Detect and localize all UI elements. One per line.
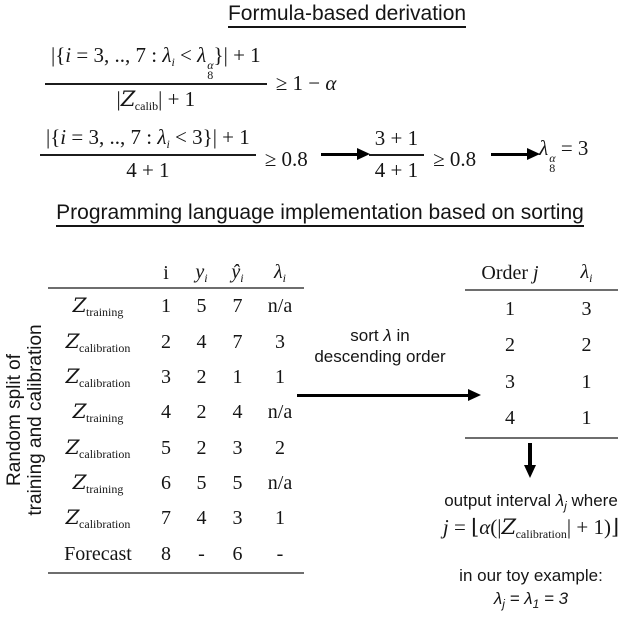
header-lambda: $\lambda_i$ bbox=[273, 260, 286, 285]
cell-yhat: 6 bbox=[232, 542, 243, 565]
table-header-row bbox=[48, 259, 304, 287]
right-arrow-icon bbox=[321, 153, 358, 157]
cell-yhat: 1 bbox=[232, 365, 243, 388]
cell-y: 4 bbox=[196, 330, 207, 353]
output-note-line4: $\lambda_j = \lambda_1 = 3$ bbox=[493, 589, 569, 611]
cell-i: 4 bbox=[161, 401, 171, 424]
cell-order-j: 2 bbox=[505, 334, 515, 357]
inequality-threshold-1: ≥ 0.8 bbox=[264, 147, 308, 172]
cell-yhat: 3 bbox=[232, 507, 243, 530]
table-row bbox=[48, 537, 304, 572]
table-row bbox=[48, 360, 304, 395]
cell-yhat: 7 bbox=[232, 330, 243, 353]
rotated-axis-label bbox=[4, 270, 48, 570]
cell-y: - bbox=[198, 542, 205, 565]
cell-order-j: 1 bbox=[505, 297, 515, 320]
cell-lambda: n/a bbox=[267, 295, 293, 318]
fraction-toy-numerator: |{i = 3, .., 7 : λi < 3}| + 1 bbox=[40, 125, 256, 156]
fraction-counts-denominator: 4 + 1 bbox=[374, 157, 419, 182]
cell-lambda: n/a bbox=[267, 472, 293, 495]
table-row bbox=[48, 501, 304, 536]
cell-y: 5 bbox=[196, 295, 207, 318]
sort-annotation-line2: descending order bbox=[314, 347, 446, 366]
row-label: Forecast bbox=[64, 542, 132, 565]
cell-i: 1 bbox=[161, 295, 171, 318]
fraction-general bbox=[45, 43, 267, 113]
cell-order-lambda: 3 bbox=[581, 297, 592, 320]
sort-annotation-line1: sort λ in bbox=[350, 326, 410, 345]
output-note-formula: j = ⌊α(|Zcalibration| + 1)⌋ bbox=[442, 515, 620, 541]
row-label: $Z_{calibration}$ bbox=[65, 363, 131, 390]
cell-order-lambda: 1 bbox=[581, 370, 592, 393]
cell-lambda: 1 bbox=[275, 365, 285, 388]
header-i: i bbox=[163, 261, 169, 284]
row-label: $Z_{calibration}$ bbox=[65, 328, 131, 355]
cell-i: 2 bbox=[161, 330, 171, 353]
row-label: $Z_{calibration}$ bbox=[65, 434, 131, 461]
cell-y: 2 bbox=[196, 365, 207, 388]
cell-i: 6 bbox=[161, 472, 171, 495]
fraction-toy-denominator: 4 + 1 bbox=[126, 158, 170, 183]
cell-yhat: 4 bbox=[232, 401, 243, 424]
inequality-threshold-2: ≥ 0.8 bbox=[433, 147, 477, 172]
header-yhat: $ŷ_i$ bbox=[231, 260, 244, 285]
cell-lambda: 1 bbox=[275, 507, 285, 530]
section-title-text: Programming language implementation based on sorting bbox=[56, 201, 584, 227]
cell-y: 4 bbox=[196, 507, 207, 530]
cell-yhat: 7 bbox=[232, 295, 243, 318]
cell-order-j: 4 bbox=[505, 407, 515, 430]
table-row bbox=[48, 289, 304, 324]
cell-y: 2 bbox=[196, 436, 207, 459]
header-order-lambda: $\lambda_i$ bbox=[580, 260, 593, 285]
output-interval-note bbox=[398, 0, 640, 617]
cell-lambda: 2 bbox=[275, 436, 285, 459]
fraction-counts-numerator: 3 + 1 bbox=[369, 126, 424, 156]
table-row bbox=[48, 466, 304, 501]
header-order-j: Order j bbox=[481, 261, 539, 284]
cell-i: 3 bbox=[161, 365, 171, 388]
cell-i: 5 bbox=[161, 436, 171, 459]
page-title-text: Formula-based derivation bbox=[228, 2, 466, 28]
cell-y: 5 bbox=[196, 472, 207, 495]
header-y: $y_i$ bbox=[195, 260, 208, 285]
rotated-label-line2: training and calibration bbox=[25, 324, 46, 516]
data-table bbox=[48, 289, 304, 572]
row-label: $Z_{training}$ bbox=[72, 293, 124, 320]
inequality-rhs: ≥ 1 − α bbox=[275, 71, 337, 96]
fraction-numerator: |{i = 3, .., 7 : λi < λ α 8 }| + 1 bbox=[45, 43, 267, 85]
cell-i: 7 bbox=[161, 507, 171, 530]
cell-order-lambda: 1 bbox=[581, 407, 592, 430]
cell-order-lambda: 2 bbox=[581, 334, 592, 357]
output-note-line3: in our toy example: bbox=[459, 566, 603, 585]
rotated-label-line1: Random split of bbox=[4, 354, 25, 487]
output-note-line1: output interval $\lambda_j$ where bbox=[444, 491, 618, 513]
cell-lambda: - bbox=[276, 542, 284, 565]
cell-yhat: 3 bbox=[232, 436, 243, 459]
table-row bbox=[48, 324, 304, 359]
cell-order-j: 3 bbox=[505, 370, 515, 393]
row-label: $Z_{training}$ bbox=[72, 399, 124, 426]
cell-lambda: 3 bbox=[275, 330, 285, 353]
table-row bbox=[48, 395, 304, 430]
row-label: $Z_{training}$ bbox=[72, 470, 124, 497]
fraction-denominator: |Zcalib| + 1 bbox=[116, 87, 196, 113]
cell-yhat: 5 bbox=[232, 472, 243, 495]
cell-lambda: n/a bbox=[267, 401, 293, 424]
table-row bbox=[48, 431, 304, 466]
cell-y: 2 bbox=[196, 401, 207, 424]
cell-i: 8 bbox=[161, 542, 171, 565]
result-expression: λ α 8 = 3 bbox=[539, 135, 589, 175]
table-rule-bottom bbox=[48, 572, 304, 574]
formula-derivation bbox=[45, 43, 336, 113]
fraction-toy bbox=[40, 125, 256, 184]
row-label: $Z_{calibration}$ bbox=[65, 505, 131, 532]
